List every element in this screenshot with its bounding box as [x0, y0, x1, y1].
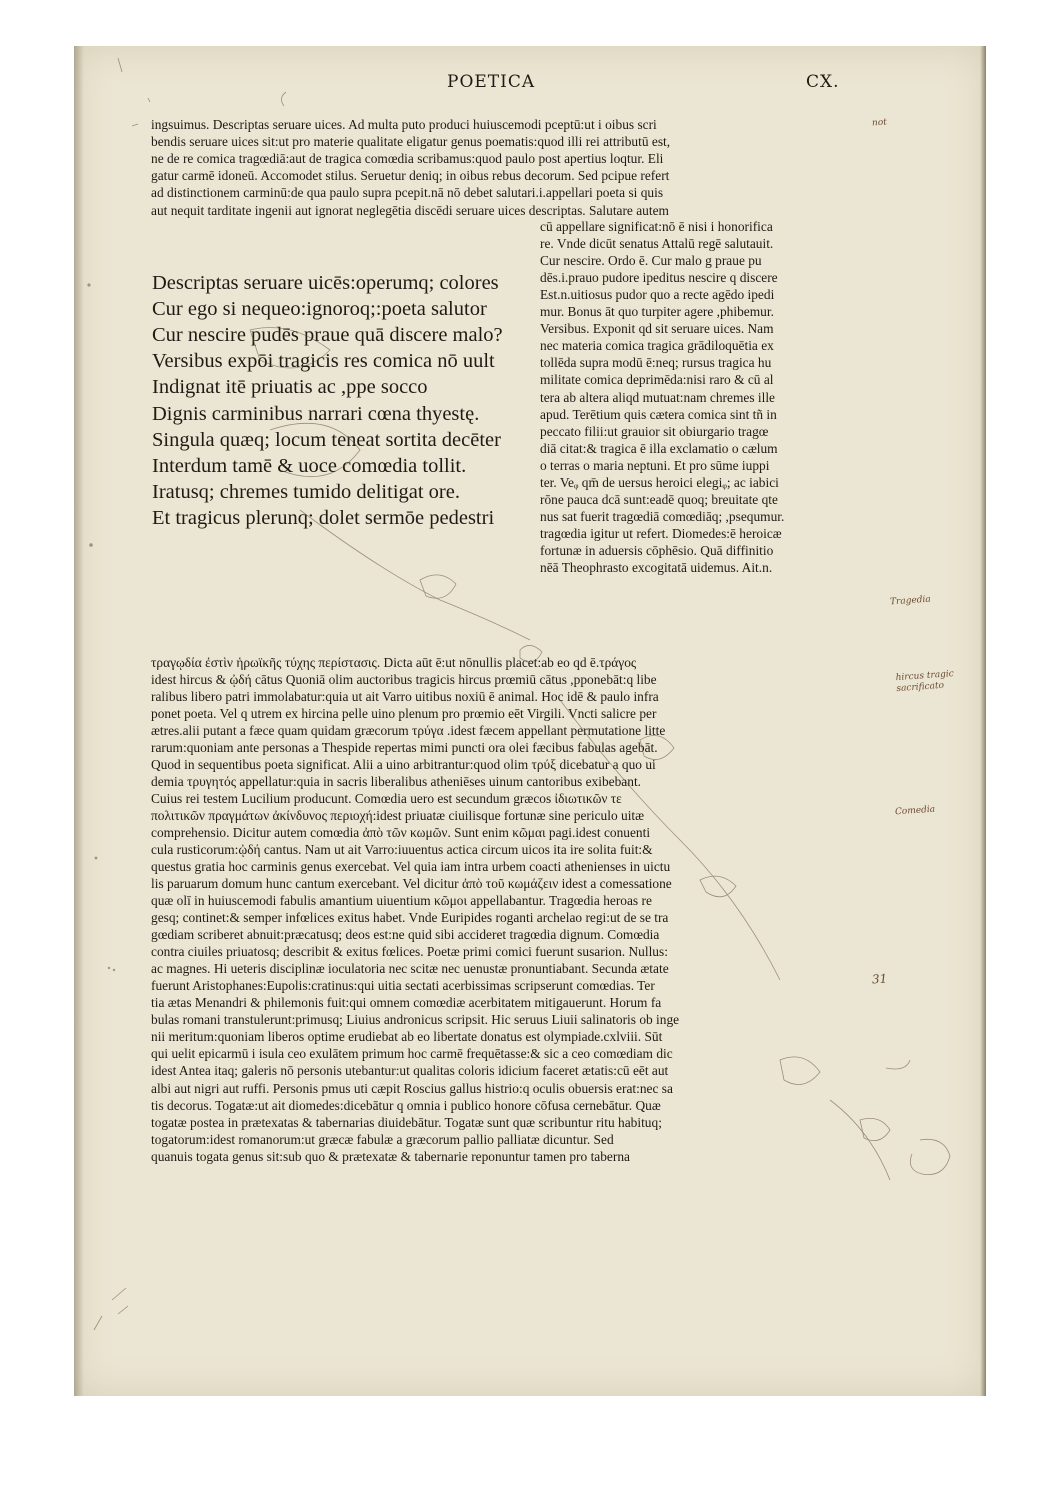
commentary-line: rōne pauca dcā sunt:eadē quoq; breuitate qte: [540, 491, 778, 507]
commentary-line: πολιτικῶν πραγμάτων ἀκίνδυνος περιοχή:idest priuatæ ciuilisque fortunæ sine periculo uitæ: [151, 808, 645, 824]
commentary-line: quanuis togata genus sit:sub quo & prætexatæ & tabernarie reponuntur tamen pro taberna: [151, 1148, 630, 1164]
verse-line: Interdum tamē & uoce comœdia tollit.: [152, 454, 467, 477]
commentary-line: Versibus. Exponit qd sit seruare uices. Nam: [540, 321, 774, 337]
folio-number: CX.: [806, 72, 840, 92]
commentary-line: ad distinctionem carminū:de qua paulo supra pcepit.nā nō debet salutari.i.appellari poeta si quis: [151, 185, 664, 201]
commentary-line: bulas romani transtulerunt:primusq; Liuius andronicus scripsit. Hic seruus Liuii salinatoris ob inge: [151, 1012, 680, 1028]
commentary-line: comprehensio. Dicitur autem comœdia ἀπὸ τῶν κωμῶν. Sunt enim κῶμαι pagi.idest conuenti: [151, 825, 651, 841]
commentary-line: ter. Veᵩ qm̄ de uersus heroici elegiᵩ; ac iabici: [540, 474, 779, 490]
commentary-line: re. Vnde dicūt senatus Attalū regē salutauit.: [540, 236, 774, 252]
commentary-line: gesq; continet:& semper infœlices exitus habet. Vnde Euripides roganti archelao regi:ut de se tra: [151, 910, 669, 926]
commentary-line: quæ olī in huiuscemodi fabulis amantium uiuentium κῶμοι appellabantur. Tragœdia heroas re: [151, 893, 652, 909]
commentary-line: ponet poeta. Vel q utrem ex hircina pelle uino plenum pro prœmio eēt Virgili. Vncti salicre per: [151, 706, 657, 722]
verse-line: Indignat itē priuatis ac ,ppe socco: [152, 376, 428, 399]
commentary-line: albi aut nigri aut ruffi. Personis pmus uti cæpit Roscius gallus histrio:q oculis obuersis erat:nec sa: [151, 1080, 673, 1096]
commentary-line: peccato filii:ut grauior sit obiurgario tragœ: [540, 423, 769, 439]
marginal-note-comedia: Comedia: [894, 804, 936, 818]
marginal-note-hircus: hircus tragic sacrificato: [895, 669, 955, 695]
commentary-line: cū appellare significat:nō ē nisi i honorifica: [540, 219, 773, 234]
commentary-line: togatorum:idest romanorum:ut græcæ fabulæ a græcorum pallio palliatæ dicuntur. Sed: [151, 1131, 614, 1147]
commentary-line: qui uelit epicarmū i isula ceo exulātem primum hoc carmē frequētasse:& sic a ceo comœdiam dic: [151, 1046, 673, 1062]
commentary-line: nēā Theophrasto excogitatā uidemus. Ait.n.: [540, 560, 773, 575]
verse-line: Descriptas seruare uicēs:operumq; colores: [152, 272, 499, 294]
commentary-line: Est.n.uitiosus pudor quo a recte agēdo ipedi: [540, 287, 775, 303]
commentary-line: Quod in sequentibus poeta significat. Alii a uino arbitrantur:quod olim τρύξ dicebatur a quo ui: [151, 757, 656, 773]
commentary-line: Cur nescire. Ordo ē. Cur malo g praue pu: [540, 253, 762, 269]
commentary-line: fortunæ in aduersis cōphēsio. Quā diffinitio: [540, 542, 774, 558]
commentary-line: idest hircus & ᾠδή cātus Quoniā olim auctoribus tragicis hircus prœmiū cātus ,pponebāt:q libe: [151, 672, 657, 688]
marginal-note-number: 31: [871, 971, 888, 987]
marginal-note-top: not: [871, 117, 888, 129]
verse-line: Dignis carminibus narrari cœna thyestę.: [152, 402, 480, 425]
marginal-note-tragedia: Tragedia: [889, 594, 932, 608]
verse-line: Cur ego si nequeo:ignoroq;:poeta salutor: [152, 298, 487, 321]
commentary-line: nii meritum:quoniam liberos optime erudiebat ab eo libertate donatus est olympiade.cxlviii. Sūt: [151, 1029, 663, 1045]
commentary-line: nec materia comica tragica grādiloquētia ex: [540, 338, 774, 354]
commentary-line: idest Antea itaq; galeris nō personis utebantur:ut qualitas coloris idicium faceret ætatis:cū eēt aut: [151, 1063, 669, 1079]
commentary-line: fuerunt Aristophanes:Eupolis:cratinus:qui uitia sectati acerbissimas scripserunt comœdias. Ter: [151, 978, 655, 994]
verse-line: Singula quæq; locum teneat sortita decēter: [152, 428, 501, 451]
verse-line: Iratusq; chremes tumido delitigat ore.: [152, 480, 460, 503]
commentary-line: cula rusticorum:ᾠδή cantus. Nam ut ait Varro:iuuentus actica circum uicos ita ire solita fuit:&: [151, 842, 653, 858]
commentary-line: ralibus libero patri immolabatur:quia ut ait Varro uitibus noxiū ē animal. Hoc idē & paulo infra: [151, 689, 659, 705]
commentary-line: rarum:quoniam ante personas a Thespide repertas mimi puncti ora olei fæcibus fabulas agebāt.: [151, 740, 658, 756]
verse-line: Cur nescire pudēs praue quā discere malo?: [152, 324, 503, 347]
commentary-line: o terras o maria neptuni. Et pro sūme iuppi: [540, 457, 770, 473]
commentary-line: τραγῳδία ἐστὶν ἡρωϊκῆς τύχης περίστασις. Dicta aūt ē:ut nōnullis placet:ab eo qd ē.τράγος: [151, 655, 637, 670]
commentary-line: tis decorus. Togatæ:ut ait diomedes:dicebātur q omnia i publico honore cōfusa cernebātur. Quæ: [151, 1097, 661, 1113]
commentary-line: bendis seruare uices sit:ut pro materie qualitate eligatur genus poematis:quod illi rei attributū est,: [151, 134, 671, 150]
commentary-line: gatur carmē idoneū. Accomodet stilus. Seruetur deniq; in oibus rebus decorum. Sed pcipue refert: [151, 168, 670, 184]
running-head: POETICA: [447, 72, 536, 92]
commentary-line: demia τρυγητός appellatur:quia in sacris liberalibus atheniēses uinum cantoribus exibebant.: [151, 774, 642, 790]
commentary-line: questus gratia hoc carminis genus exercebat. Vel quia iam intra urbem coacti athenienses in uictu: [151, 859, 671, 875]
commentary-line: ac magnes. Hi ueteris disciplinæ ioculatoria nec scitæ nec uenustæ pronuntiabant. Secunda ætate: [151, 961, 669, 977]
commentary-line: dēs.i.prauo pudore ipeditus nescire q discere: [540, 270, 778, 286]
commentary-line: contra ciuiles priuatosq; describit & exitus fœlices. Poetæ primi comici fuerunt susarion. Nullus:: [151, 944, 668, 960]
verse-line: Versibus expōi tragicis res comica nō uult: [152, 350, 495, 373]
commentary-line: apud. Terētium quis cætera comica sint tñ in: [540, 406, 777, 422]
commentary-line: togatæ postea in prætexatas & tabernarias diuidebātur. Togatæ sunt quæ scribuntur ritu habituq;: [151, 1114, 662, 1130]
commentary-line: ne de re comica tragœdiā:aut de tragica comœdia scribamus:quod paulo post apertius loqtur. Eli: [151, 151, 664, 167]
commentary-line: ætres.alii putant a fæce quam quidam græcorum τρύγα .idest fæcem appellant permutatione litte: [151, 723, 666, 739]
commentary-line: aut nequit tarditate ingenii aut ignorat neglegētia discēdi seruare uices descriptas. Salutare autem: [151, 202, 669, 218]
commentary-line: tia ætas Menandri & philemonis fuit:qui omnem comœdiæ acerbitatem mitigauerunt. Horum fa: [151, 995, 662, 1011]
commentary-line: diā citat:& tragica ē illa exclamatio o cælum: [540, 440, 778, 456]
commentary-line: Cuius rei testem Lucilium producunt. Comœdia uero est secundum græcos ἰδιωτικῶν τε: [151, 791, 622, 807]
commentary-line: lis paruarum domum hunc cantum exercebant. Vel dicitur ἀπὸ τοῦ κωμάζειν idest a comessatione: [151, 876, 672, 892]
commentary-line: nus sat fuerit tragœdiā comœdiāq; ,psequmur.: [540, 508, 785, 524]
commentary-line: tragœdia igitur ut refert. Diomedes:ē heroicæ: [540, 525, 782, 541]
commentary-line: gœdiam scriberet abnuit:præcatusq; deos est:ne quid sibi accideret tragœdia dignum. Comœdia: [151, 927, 660, 943]
commentary-line: militate comica deprimēda:nisi raro & cū al: [540, 372, 774, 388]
commentary-line: mur. Bonus āt quo turpiter agere ,phibemur.: [540, 304, 774, 320]
commentary-line: ingsuimus. Descriptas seruare uices. Ad multa puto produci huiuscemodi pceptū:ut i oibus scri: [151, 117, 657, 132]
commentary-line: tollēda supra modū ē:neq; rursus tragica hu: [540, 355, 772, 371]
verse-line: Et tragicus plerunq; dolet sermōe pedestri: [152, 506, 495, 529]
commentary-line: tera ab altera aliqd mutuat:nam chremes ille: [540, 389, 775, 405]
